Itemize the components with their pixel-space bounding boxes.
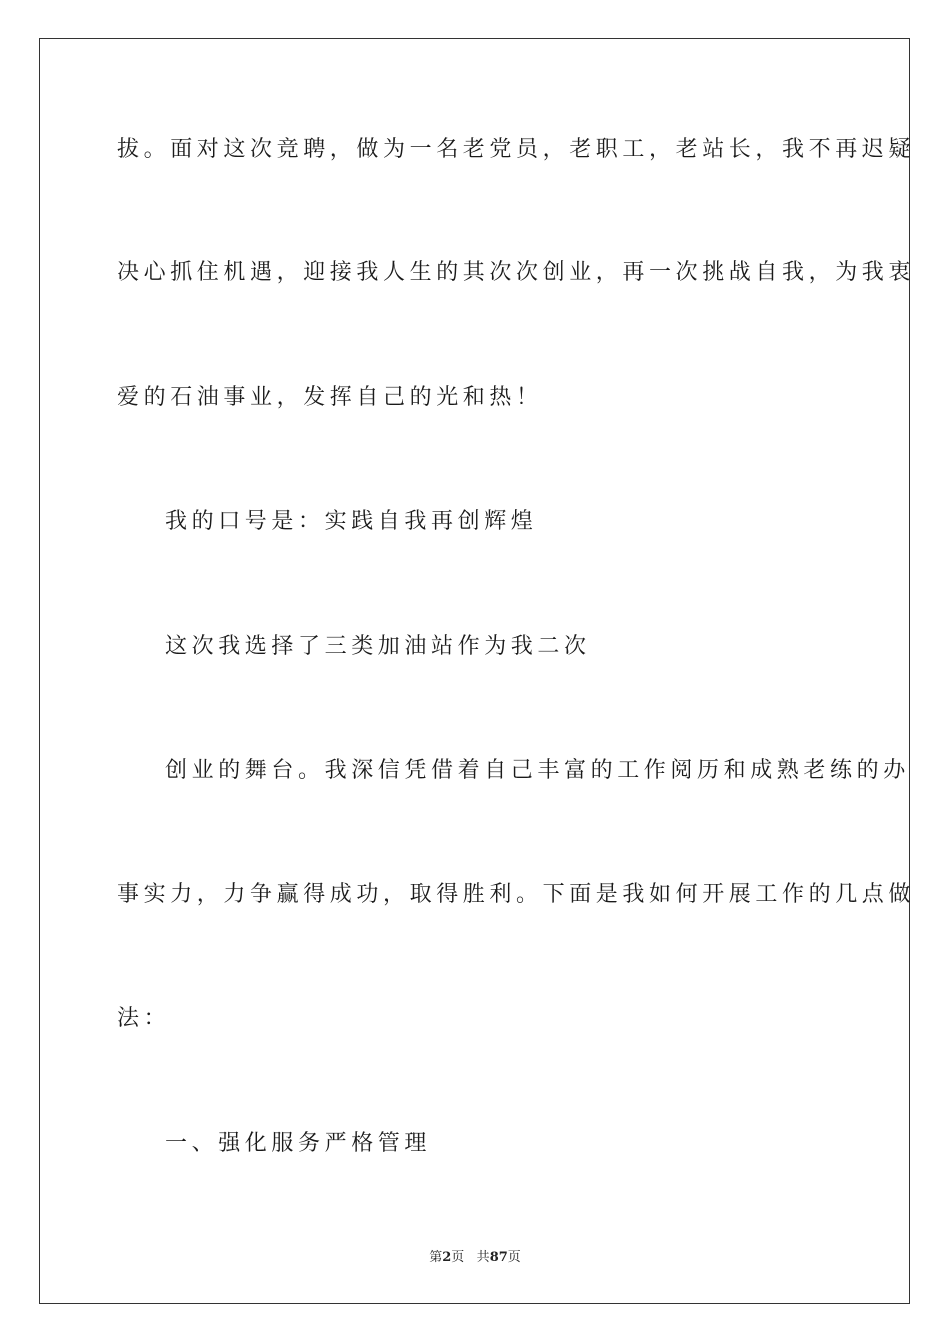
- paragraph-line-5: 这次我选择了三类加油站作为我二次: [165, 634, 591, 659]
- paragraph-line-7: 事实力，力争赢得成功，取得胜利。下面是我如何开展工作的几点做: [117, 882, 916, 907]
- page-footer: [0, 1246, 950, 1265]
- page-border: [39, 38, 910, 1304]
- page-suffix: 页: [451, 1250, 465, 1265]
- total-pages: 87: [489, 1250, 508, 1265]
- page-number: 2: [442, 1250, 452, 1265]
- total-prefix: 共: [476, 1250, 490, 1265]
- total-suffix: 页: [507, 1250, 521, 1265]
- page-prefix: 第: [429, 1250, 443, 1265]
- paragraph-line-3: 爱的石油事业，发挥自己的光和热！: [117, 385, 543, 410]
- section-heading: 一、强化服务严格管理: [165, 1131, 432, 1156]
- slogan-line: 我的口号是：实践自我再创辉煌: [165, 509, 538, 534]
- paragraph-line-2: 决心抓住机遇，迎接我人生的其次次创业，再一次挑战自我，为我衷: [117, 260, 916, 285]
- paragraph-line-6: 创业的舞台。我深信凭借着自己丰富的工作阅历和成熟老练的办: [165, 758, 910, 783]
- paragraph-line-8: 法：: [117, 1006, 171, 1031]
- paragraph-line-1: 拔。面对这次竞聘，做为一名老党员，老职工，老站长，我不再迟疑: [117, 137, 916, 162]
